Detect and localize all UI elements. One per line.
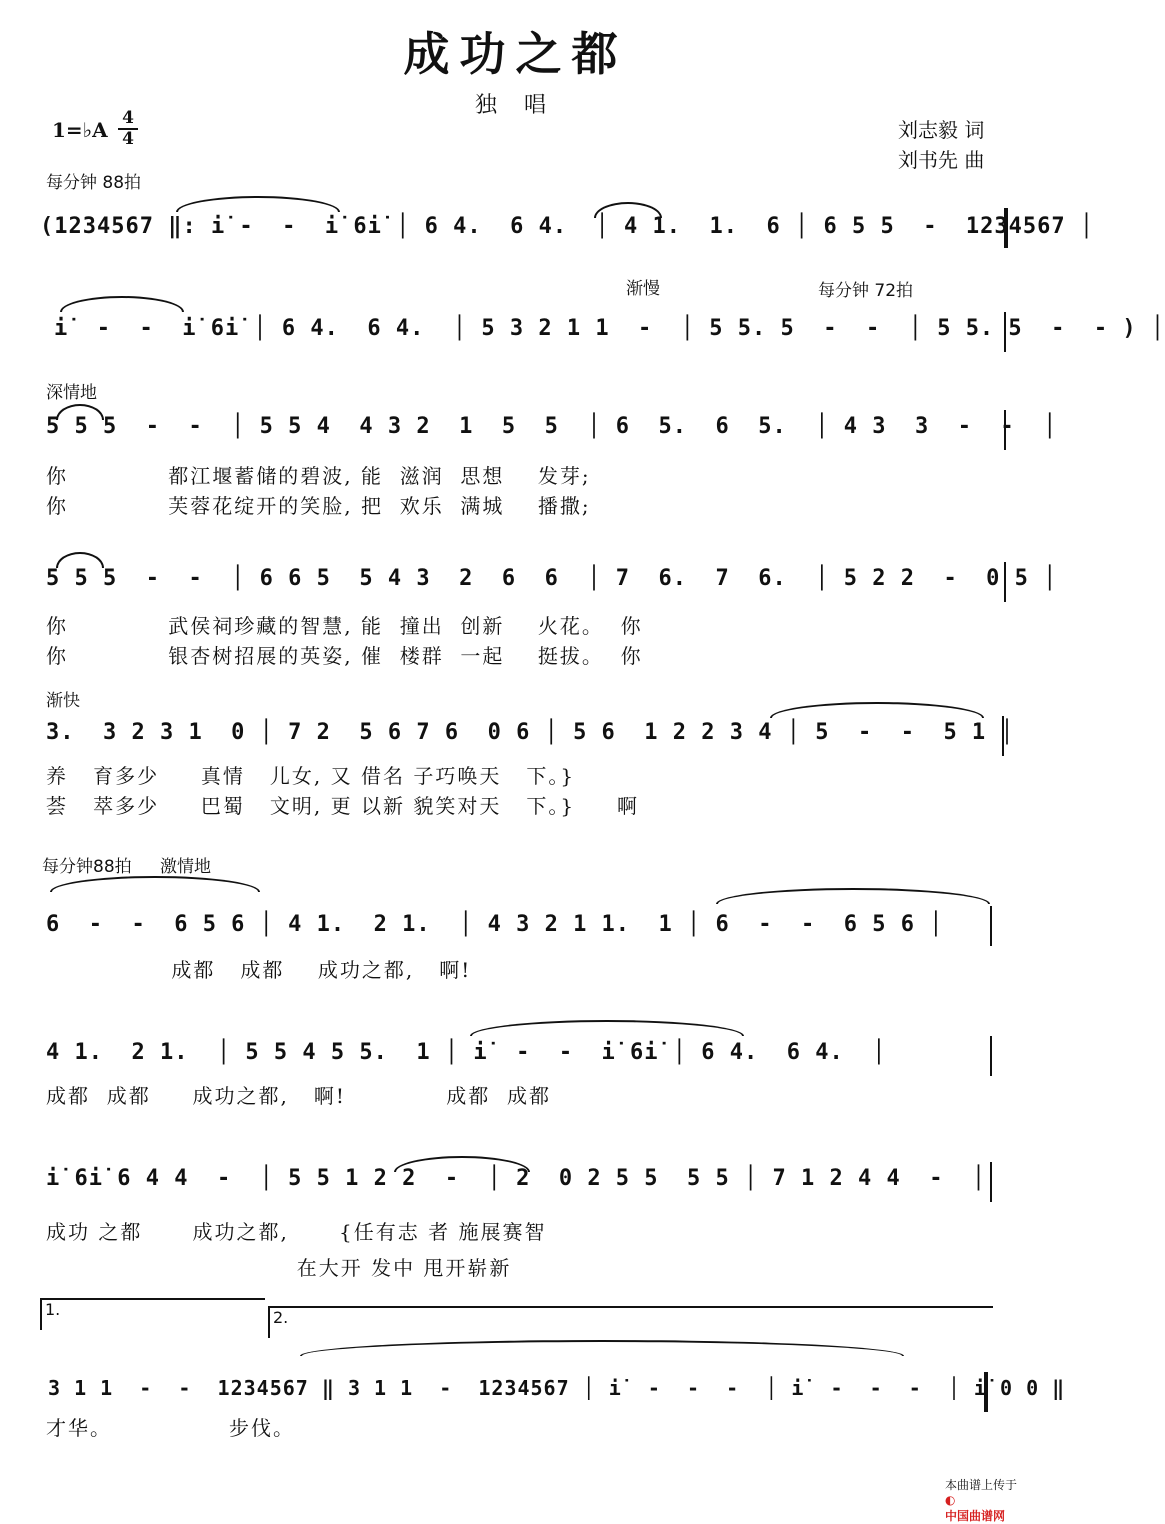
barline: [1002, 716, 1004, 756]
final-barline: [984, 1372, 988, 1412]
time-sig-bottom: 4: [122, 129, 134, 149]
slur: [770, 702, 984, 718]
barline: [990, 906, 992, 946]
expression-marking-passionate: 激情地: [160, 857, 211, 877]
key-signature: 1=♭A: [52, 118, 108, 142]
system-2-notes: i̇ - - i̇ 6i̇ │ 6 4. 6 4. │ 5 3 2 1 1 - │ 5 5. 5 - - │ 5 5. 5 - - ) │: [54, 316, 1165, 341]
system-3-lyrics-verse-1: 你 都江堰蓄储的碧波, 能 滋润 思想 发芽;: [46, 464, 591, 488]
system-8-lyrics-verse-2: 在大开 发中 甩开崭新: [46, 1256, 512, 1280]
system-3-lyrics-verse-2: 你 芙蓉花绽开的笑脸, 把 欢乐 满城 播撒;: [46, 494, 591, 518]
system-6-notes: 6 - - 6 5 6 │ 4 1. 2 1. │ 4 3 2 1 1. 1 │ 6 - - 6 5 6 │: [46, 912, 944, 937]
barline: [990, 1036, 992, 1076]
system-5-notes: 3. 3 2 3 1 0 │ 7 2 5 6 7 6 0 6 │ 5 6 1 2 2 3 4 │ 5 - - 5 1 │: [46, 720, 1015, 745]
ritardando-marking: 渐慢: [626, 279, 660, 299]
volta-second-label: 2.: [273, 1308, 289, 1327]
lyricist-credit: 刘志毅 词: [898, 118, 985, 142]
system-5-lyrics-verse-1: 养 育多少 真情 儿女, 又 借名 子巧唤天 下。}: [46, 764, 576, 788]
barline: [1004, 312, 1006, 352]
system-4-lyrics-verse-2: 你 银杏树招展的英姿, 催 楼群 一起 挺拔。 你: [46, 644, 643, 668]
system-8-notes: i̇ 6i̇ 6 4 4 - │ 5 5 1 2 2 - │ 2 0 2 5 5 5 5 │ 7 1 2 4 4 - │: [46, 1166, 987, 1191]
barline: [1004, 410, 1006, 450]
slur: [56, 404, 104, 420]
accelerando-marking: 渐快: [46, 691, 80, 711]
system-3-notes: 5 5 5 - - │ 5 5 4 4 3 2 1 5 5 │ 6 5. 6 5. │ 4 3 3 - - │: [46, 414, 1058, 439]
slur: [56, 552, 104, 568]
song-subtitle: 独 唱: [475, 93, 556, 118]
volta-first-ending: [40, 1298, 265, 1330]
barline: [1004, 562, 1006, 602]
slur: [394, 1156, 530, 1172]
slur: [470, 1020, 744, 1036]
tempo-marking-88-return: 每分钟88拍: [42, 857, 132, 877]
system-9-lyrics: 才华。 步伐。: [46, 1416, 296, 1440]
system-4-lyrics-verse-1: 你 武侯祠珍藏的智慧, 能 撞出 创新 火花。 你: [46, 614, 643, 638]
system-9-notes: 3 1 1 - - 1234567 ‖ 3 1 1 - 1234567 │ i̇ - - - │ i̇ - - - │ i̇ 0 0 ‖: [48, 1376, 1066, 1400]
composer-credit: 刘书先 曲: [898, 148, 985, 172]
tempo-marking-88: 每分钟 88拍: [46, 173, 142, 193]
upload-text: 本曲谱上传于: [944, 1478, 1017, 1492]
system-1-notes: (1234567 ‖: i̇ - - i̇ 6i̇ │ 6 4. 6 4. │ 4 1. 1. 6 │ 6 5 5 - 1234567 │: [40, 214, 1095, 239]
barline: [990, 1162, 992, 1202]
site-name: 中国曲谱网: [944, 1509, 1005, 1523]
upload-footer: [937, 1462, 1017, 1524]
volta-first-label: 1.: [45, 1300, 61, 1319]
slur: [716, 888, 990, 904]
system-4-notes: 5 5 5 - - │ 6 6 5 5 4 3 2 6 6 │ 7 6. 7 6. │ 5 2 2 - 0 5 │: [46, 566, 1058, 591]
slur: [594, 202, 662, 218]
site-logo-icon: ◐: [944, 1493, 956, 1507]
system-6-lyrics: 成都 成都 成功之都, 啊!: [46, 958, 472, 982]
system-8-lyrics-verse-1: 成功 之都 成功之都, {任有志 者 施展赛智: [46, 1220, 547, 1244]
time-signature: [118, 110, 138, 148]
slur: [300, 1340, 904, 1356]
slur: [50, 876, 260, 892]
slur: [60, 296, 184, 312]
expression-marking-tender: 深情地: [46, 383, 97, 403]
volta-second-ending: [268, 1306, 993, 1338]
system-7-notes: 4 1. 2 1. │ 5 5 4 5 5. 1 │ i̇ - - i̇ 6i̇ │ 6 4. 6 4. │: [46, 1040, 887, 1065]
time-sig-top: 4: [122, 108, 134, 128]
barline: [1004, 208, 1008, 248]
slur: [176, 196, 340, 212]
system-5-lyrics-verse-2: 荟 萃多少 巴蜀 文明, 更 以新 貌笑对天 下。} 啊: [46, 794, 639, 818]
tempo-marking-72: 每分钟 72拍: [818, 281, 914, 301]
system-7-lyrics: 成都 成都 成功之都, 啊! 成都 成都: [46, 1084, 551, 1108]
song-title: 成功之都: [403, 27, 628, 81]
